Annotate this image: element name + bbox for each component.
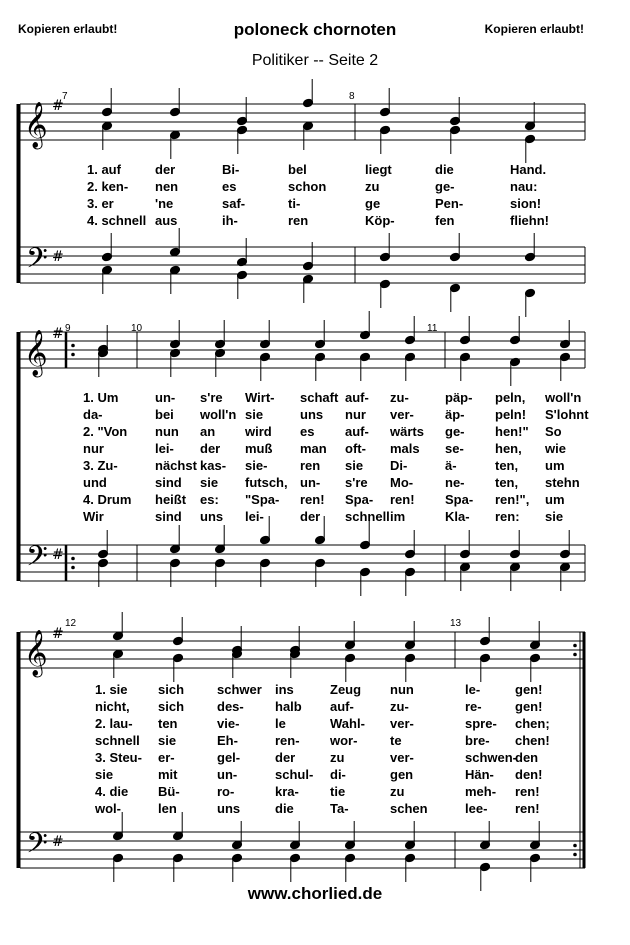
- lyric-syllable: der: [300, 509, 321, 524]
- lyric-syllable: lee-: [465, 801, 488, 816]
- lyric-syllable: di-: [330, 767, 346, 782]
- lyric-syllable: des-: [217, 699, 244, 714]
- lyric-syllable: sion!: [510, 196, 542, 211]
- sharp-icon: #: [52, 626, 64, 642]
- lyric-syllable: kra-: [275, 784, 299, 799]
- lyric-syllable: vie-: [217, 716, 240, 731]
- lyric-syllable: sie: [545, 509, 564, 524]
- measure-number: 7: [62, 91, 68, 102]
- measure-number: 12: [65, 618, 77, 629]
- lyric-syllable: schnell: [345, 509, 390, 524]
- lyric-syllable: hen!": [495, 424, 529, 439]
- lyric-syllable: es: [300, 424, 315, 439]
- lyric-syllable: sind: [155, 509, 182, 524]
- lyric-syllable: muß: [245, 441, 273, 456]
- measure-number: 10: [131, 323, 143, 334]
- lyric-syllable: 3. Zu-: [83, 458, 118, 473]
- lyric-syllable: 4. die: [95, 784, 129, 799]
- lyric-syllable: nen: [155, 179, 179, 194]
- lyric-syllable: schen: [390, 801, 428, 816]
- lyric-syllable: 1. auf: [87, 162, 121, 177]
- lyric-syllable: der: [275, 750, 296, 765]
- lyric-syllable: re-: [465, 699, 482, 714]
- lyric-syllable: wärts: [390, 424, 424, 439]
- lyric-syllable: um: [545, 492, 565, 507]
- lyric-syllable: le: [275, 716, 286, 731]
- lyric-syllable: Ta-: [330, 801, 349, 816]
- lyric-syllable: halb: [275, 699, 302, 714]
- lyric-syllable: päp-: [445, 390, 473, 405]
- lyric-syllable: sie: [95, 767, 114, 782]
- lyric-syllable: sich: [158, 682, 185, 697]
- lyric-syllable: heißt: [155, 492, 187, 507]
- lyric-syllable: 3. Steu-: [95, 750, 142, 765]
- lyric-syllable: nur: [345, 407, 366, 422]
- repeat-dot: [71, 344, 75, 348]
- lyric-syllable: tie: [330, 784, 346, 799]
- lyric-syllable: Spa-: [445, 492, 474, 507]
- lyric-syllable: schaft: [300, 390, 339, 405]
- repeat-dot: [573, 653, 577, 657]
- lyric-syllable: peln,: [495, 390, 526, 405]
- lyric-syllable: zu: [390, 784, 405, 799]
- lyric-syllable: schul-: [275, 767, 314, 782]
- lyric-syllable: ren!",: [495, 492, 530, 507]
- lyric-syllable: ge-: [445, 424, 465, 439]
- lyric-syllable: man: [300, 441, 327, 456]
- lyric-syllable: s're: [200, 390, 223, 405]
- lyric-syllable: sind: [155, 475, 182, 490]
- lyric-syllable: Kla-: [445, 509, 470, 524]
- lyric-syllable: schwen-: [465, 750, 518, 765]
- lyric-syllable: zu-: [390, 699, 409, 714]
- lyric-syllable: ren: [300, 458, 321, 473]
- lyric-syllable: sie: [158, 733, 177, 748]
- lyric-syllable: die: [275, 801, 294, 816]
- lyric-syllable: le-: [465, 682, 481, 697]
- lyric-syllable: uns: [200, 509, 224, 524]
- lyric-syllable: ge: [365, 196, 381, 211]
- lyric-syllable: nur: [83, 441, 104, 456]
- treble-staff: [20, 632, 585, 668]
- page-title: poloneck chornoten: [233, 20, 397, 39]
- lyric-syllable: bei: [155, 407, 174, 422]
- lyric-syllable: wor-: [330, 733, 358, 748]
- lyric-syllable: ten,: [495, 458, 519, 473]
- lyric-syllable: nächst: [155, 458, 197, 473]
- page-subtitle: Politiker -- Seite 2: [251, 52, 379, 69]
- lyric-syllable: 3. er: [87, 196, 114, 211]
- lyric-syllable: hen,: [495, 441, 522, 456]
- lyric-syllable: Mo-: [390, 475, 414, 490]
- lyric-syllable: schwer: [217, 682, 262, 697]
- lyric-syllable: auf-: [345, 424, 369, 439]
- lyric-syllable: lei-: [245, 509, 264, 524]
- footer-website: www.chorlied.de: [247, 884, 383, 903]
- lyric-syllable: ten,: [495, 475, 519, 490]
- repeat-dot: [71, 353, 75, 357]
- lyric-syllable: woll'n: [200, 407, 237, 422]
- lyric-syllable: ä-: [445, 458, 457, 473]
- lyric-syllable: der: [200, 441, 221, 456]
- lyric-syllable: ver-: [390, 407, 414, 422]
- lyric-syllable: ren!: [515, 801, 540, 816]
- repeat-dot: [573, 644, 577, 648]
- sharp-icon: #: [52, 547, 64, 563]
- lyric-syllable: bel: [288, 162, 307, 177]
- lyric-syllable: kas-: [200, 458, 227, 473]
- lyric-syllable: Köp-: [365, 213, 395, 228]
- lyric-syllable: te: [390, 733, 402, 748]
- sharp-icon: #: [52, 98, 64, 114]
- lyric-syllable: 4. Drum: [83, 492, 132, 507]
- lyric-syllable: woll'n: [545, 390, 582, 405]
- lyric-syllable: Bü-: [158, 784, 180, 799]
- lyric-syllable: Pen-: [435, 196, 464, 211]
- lyric-syllable: den!: [515, 767, 543, 782]
- lyric-syllable: es:: [200, 492, 219, 507]
- lyric-syllable: Wirt-: [245, 390, 275, 405]
- lyric-syllable: S'lohnt: [545, 407, 589, 422]
- lyric-syllable: und: [83, 475, 107, 490]
- lyric-syllable: spre-: [465, 716, 497, 731]
- lyric-syllable: nun: [390, 682, 414, 697]
- lyric-syllable: Eh-: [217, 733, 238, 748]
- lyric-syllable: ren!: [390, 492, 415, 507]
- lyric-syllable: chen!: [515, 733, 550, 748]
- bass-staff: [20, 832, 585, 868]
- lyric-syllable: um: [545, 458, 565, 473]
- lyric-syllable: 2. lau-: [95, 716, 133, 731]
- lyric-syllable: ren!: [515, 784, 540, 799]
- measure-number: 9: [65, 323, 71, 334]
- lyric-syllable: zu: [365, 179, 380, 194]
- lyric-syllable: "Spa-: [245, 492, 280, 507]
- lyric-syllable: schnell: [95, 733, 140, 748]
- lyric-syllable: da-: [83, 407, 103, 422]
- lyric-syllable: 2. ken-: [87, 179, 129, 194]
- sharp-icon: #: [52, 249, 64, 265]
- measure-number: 13: [450, 618, 462, 629]
- repeat-dot: [71, 557, 75, 561]
- lyric-syllable: lei-: [155, 441, 174, 456]
- lyric-syllable: mit: [158, 767, 178, 782]
- copy-note-left: Kopieren erlaubt!: [18, 22, 118, 36]
- lyric-syllable: ren-: [275, 733, 300, 748]
- lyric-syllable: So: [545, 424, 562, 439]
- measure-number: 8: [349, 91, 355, 102]
- bass-clef-icon: 𝄢: [26, 540, 48, 580]
- repeat-dot: [573, 844, 577, 848]
- lyric-syllable: un-: [155, 390, 176, 405]
- lyric-syllable: die: [435, 162, 454, 177]
- repeat-dot: [573, 853, 577, 857]
- lyric-syllable: nun: [155, 424, 179, 439]
- lyric-syllable: peln!: [495, 407, 527, 422]
- lyric-syllable: meh-: [465, 784, 497, 799]
- lyric-syllable: gen!: [515, 699, 543, 714]
- bass-clef-icon: 𝄢: [26, 827, 48, 867]
- lyric-syllable: 1. sie: [95, 682, 128, 697]
- lyric-syllable: zu: [330, 750, 345, 765]
- lyric-syllable: ro-: [217, 784, 235, 799]
- treble-clef-icon: 𝄞: [24, 330, 48, 376]
- lyric-syllable: Hand.: [510, 162, 547, 177]
- lyric-syllable: sich: [158, 699, 185, 714]
- lyric-syllable: auf-: [330, 699, 354, 714]
- lyric-syllable: uns: [300, 407, 324, 422]
- lyric-syllable: nau:: [510, 179, 538, 194]
- bass-clef-icon: 𝄢: [26, 242, 48, 282]
- lyric-syllable: den: [515, 750, 539, 765]
- lyric-syllable: ren:: [495, 509, 520, 524]
- lyric-syllable: 2. "Von: [83, 424, 128, 439]
- lyric-syllable: s're: [345, 475, 368, 490]
- lyric-syllable: äp-: [445, 407, 465, 422]
- lyric-syllable: ne-: [445, 475, 465, 490]
- lyric-syllable: ren: [288, 213, 309, 228]
- lyric-syllable: an: [200, 424, 216, 439]
- copy-note-right: Kopieren erlaubt!: [484, 22, 584, 36]
- lyric-syllable: oft-: [345, 441, 366, 456]
- lyric-syllable: wird: [245, 424, 272, 439]
- lyric-syllable: uns: [217, 801, 241, 816]
- lyric-syllable: sie: [245, 407, 264, 422]
- lyric-syllable: Zeug: [330, 682, 362, 697]
- lyric-syllable: Spa-: [345, 492, 374, 507]
- lyric-syllable: 4. schnell: [87, 213, 147, 228]
- lyric-syllable: stehn: [545, 475, 580, 490]
- lyric-syllable: chen;: [515, 716, 550, 731]
- lyric-syllable: len: [158, 801, 177, 816]
- lyric-syllable: es: [222, 179, 237, 194]
- lyric-syllable: 'ne: [155, 196, 174, 211]
- lyric-syllable: gen: [390, 767, 414, 782]
- lyric-syllable: im: [390, 509, 406, 524]
- lyric-syllable: sie: [200, 475, 219, 490]
- lyric-syllable: zu-: [390, 390, 409, 405]
- lyric-syllable: ver-: [390, 716, 414, 731]
- lyric-syllable: ver-: [390, 750, 414, 765]
- lyric-syllable: ih-: [222, 213, 238, 228]
- repeat-dot: [71, 566, 75, 570]
- lyric-syllable: gel-: [217, 750, 241, 765]
- sharp-icon: #: [52, 326, 64, 342]
- lyric-syllable: bre-: [465, 733, 490, 748]
- lyric-syllable: Bi-: [222, 162, 240, 177]
- lyric-syllable: ten: [158, 716, 178, 731]
- lyric-syllable: futsch,: [245, 475, 288, 490]
- lyric-syllable: ge-: [435, 179, 455, 194]
- lyric-syllable: ren!: [300, 492, 325, 507]
- lyric-syllable: wie: [545, 441, 566, 456]
- lyric-syllable: gen!: [515, 682, 543, 697]
- lyric-syllable: un-: [217, 767, 238, 782]
- lyric-syllable: wol-: [95, 801, 121, 816]
- measure-number: 11: [427, 323, 438, 334]
- lyric-syllable: se-: [445, 441, 464, 456]
- lyric-syllable: fliehn!: [510, 213, 549, 228]
- lyric-syllable: sie-: [245, 458, 268, 473]
- lyric-syllable: mals: [390, 441, 420, 456]
- lyric-syllable: saf-: [222, 196, 246, 211]
- lyric-syllable: fen: [435, 213, 455, 228]
- sharp-icon: #: [52, 834, 64, 850]
- lyric-syllable: liegt: [365, 162, 392, 177]
- lyric-syllable: Wir: [83, 509, 104, 524]
- lyric-syllable: der: [155, 162, 176, 177]
- lyric-syllable: Di-: [390, 458, 408, 473]
- lyric-syllable: aus: [155, 213, 178, 228]
- lyric-syllable: ti-: [288, 196, 301, 211]
- lyric-syllable: sie: [345, 458, 364, 473]
- lyric-syllable: Hän-: [465, 767, 494, 782]
- lyric-syllable: nicht,: [95, 699, 130, 714]
- lyric-syllable: un-: [300, 475, 321, 490]
- treble-clef-icon: 𝄞: [24, 102, 48, 148]
- lyric-syllable: schon: [288, 179, 327, 194]
- lyric-syllable: Wahl-: [330, 716, 365, 731]
- lyric-syllable: er-: [158, 750, 175, 765]
- treble-clef-icon: 𝄞: [24, 630, 48, 676]
- lyric-syllable: 1. Um: [83, 390, 119, 405]
- lyric-syllable: auf-: [345, 390, 369, 405]
- lyric-syllable: ins: [275, 682, 294, 697]
- bass-staff: [20, 247, 585, 283]
